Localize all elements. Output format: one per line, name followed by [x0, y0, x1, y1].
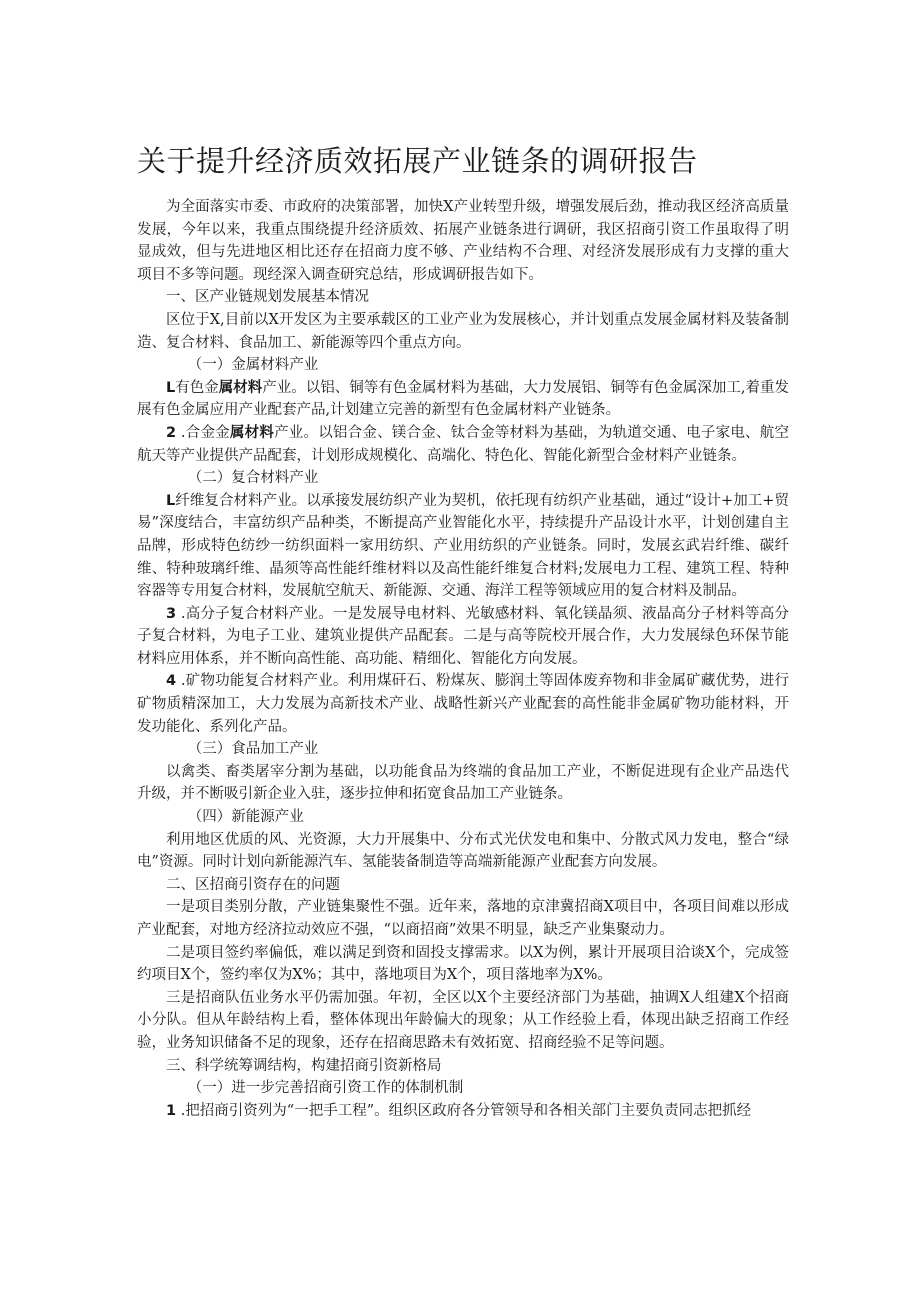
item-text: 纤维复合材料产业。以承接发展纺织产业为契机，依托现有纺织产业基础，通过“设计+加工+贸易”深度结合，丰富纺织产品种类，不断提高产业智能化水平，持续提升产品设计水平，计划创建自主品牌，形成特色纺纱一纺织面料一家用纺织、产业用纺织的产业链条。同时，发展玄武岩纤维、碳纤维、特种玻璃纤维、晶须等高性能纤维材料以及高性能纤维复合材料;发展电力工程、建筑工程、特种容器等专用复合材料，发展航空航天、新能源、交通、海洋工程等领域应用的复合材料及制品。: [137, 492, 789, 600]
item-number: 2: [166, 424, 177, 441]
item-text: 产业。以铝、铜等有色金属材料为基础，大力发展铝、铜等有色金属深加工,着重发展有色金属应用产业配套产品,计划建立完善的新型有色金属材料产业链条。: [137, 379, 790, 419]
section-1-sub-1-heading: （一）金属材料产业: [187, 357, 319, 374]
item-text: .矿物功能复合材料产业。利用煤矸石、粉煤灰、膨润土等固体废弃物和非金属矿藏优势，进行矿物质精深加工，大力发展为高新技术产业、战略性新兴产业配套的高性能非金属矿物功能材料，开发功能化、系列化产品。: [137, 673, 789, 735]
item-text: 有色金: [175, 379, 219, 396]
section-1-sub-2-heading: （二）复合材料产业: [187, 470, 319, 487]
item-number: 4: [166, 673, 177, 690]
energy-paragraph: 利用地区优质的风、光资源，大力开展集中、分布式光伏发电和集中、分散式风力发电，整合“绿电”资源。同时计划向新能源汽车、氢能装备制造等高端新能源产业配套方向发展。: [137, 831, 789, 871]
document-body: [137, 196, 789, 1122]
item-number: L: [166, 492, 176, 509]
section-1-heading: 一、区产业链规划发展基本情况: [166, 289, 369, 306]
item-number: 1: [166, 1102, 177, 1119]
item-bold-text: 属材料: [218, 378, 263, 396]
item-text: 产业。以铝合金、镁合金、钛合金等材料为基础，为轨道交通、电子家电、航空航天等产业提供产品配套，计划形成规模化、高端化、特色化、智能化新型合金材料产业链条。: [137, 424, 789, 464]
item-text: .合金金: [180, 424, 230, 441]
document-title: 关于提升经济质效拓展产业链条的调研报告: [137, 144, 698, 178]
item-text: .高分子复合材料产业。一是发展导电材料、光敏感材料、氧化镁晶须、液晶高分子材料等高分子复合材料，为电子工业、建筑业提供产品配套。二是与高等院校开展合作，大力发展绿色环保节能材料应用体系，并不断向高性能、高功能、精细化、智能化方向发展。: [137, 605, 789, 667]
problem-paragraph-1: 一是项目类别分散，产业链集聚性不强。近年来，落地的京津冀招商X项目中，各项目间难以形成产业配套，对地方经济拉动效应不强，“以商招商”效果不明显，缺乏产业集聚动力。: [137, 899, 789, 938]
food-paragraph: 以禽类、畜类屠宰分割为基础，以功能食品为终端的食品加工产业，不断促进现有企业产品迭代升级，并不断吸引新企业入驻，逐步拉伸和拓宽食品加工产业链条。: [137, 763, 789, 803]
metal-item-1: [137, 377, 789, 422]
composite-item-4: [137, 670, 789, 738]
item-bold-text: 属材料: [229, 423, 275, 441]
mechanism-item-1: [137, 1100, 789, 1123]
item-number: L: [166, 379, 176, 396]
section-3-heading: 三、科学统筹调结构，构建招商引资新格局: [166, 1057, 442, 1074]
section-2-heading: 二、区招商引资存在的问题: [166, 876, 340, 893]
item-number: 3: [166, 605, 177, 622]
section-1-sub-3-heading: （三）食品加工产业: [187, 741, 319, 758]
item-text: .把招商引资列为“一把手工程”。组织区政府各分管领导和各相关部门主要负责同志把抓经: [180, 1102, 752, 1119]
problem-paragraph-2: 二是项目签约率偏低，难以满足到资和固投支撑需求。以X为例，累计开展项目洽谈X个，完成签约项目X个，签约率仅为X%；其中，落地项目为X个，项目落地率为X%。: [137, 944, 789, 984]
metal-item-2: [137, 422, 789, 467]
section-3-sub-1-heading: （一）进一步完善招商引资工作的体制机制: [187, 1080, 464, 1097]
problem-paragraph-3: 三是招商队伍业务水平仍需加强。年初，全区以X个主要经济部门为基础，抽调X人组建X个招商小分队。但从年龄结构上看，整体体现出年龄偏大的现象；从工作经验上看，体现出缺乏招商工作经验，业务知识储备不足的现象，还存在招商思路未有效拓宽、招商经验不足等问题。: [137, 989, 789, 1051]
section-1-sub-4-heading: （四）新能源产业: [187, 809, 304, 826]
section-1-paragraph: 区位于X,目前以X开发区为主要承载区的工业产业为发展核心，并计划重点发展金属材料及装备制造、复合材料、食品加工、新能源等四个重点方向。: [137, 311, 789, 351]
composite-item-3: [137, 603, 789, 671]
intro-paragraph: 为全面落实市委、市政府的决策部署，加快X产业转型升级，增强发展后劲，推动我区经济高质量发展，今年以来，我重点围绕提升经济质效、拓展产业链条进行调研，我区招商引资工作虽取得了明显成效，但与先进地区相比还存在招商力度不够、产业结构不合理、对经济发展形成有力支撑的重大项目不多等问题。现经深入调查研究总结，形成调研报告如下。: [137, 199, 789, 283]
composite-item-1: [137, 490, 789, 603]
